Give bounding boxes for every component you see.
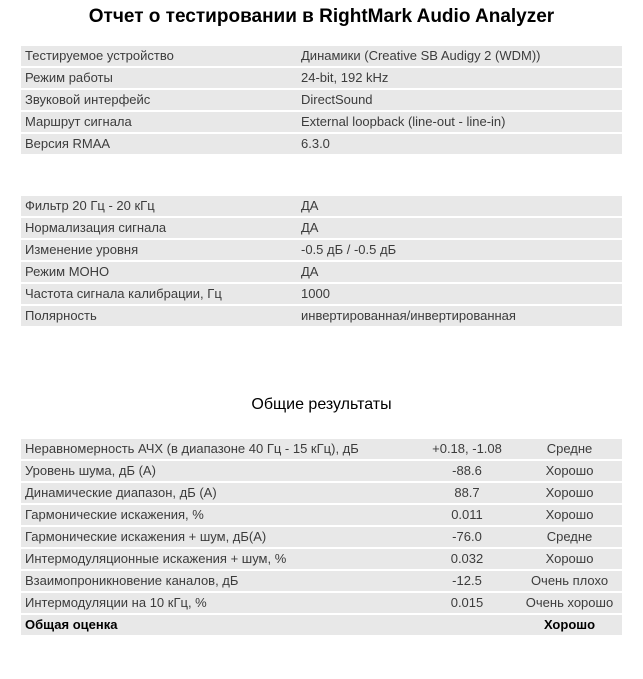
result-assessment: Хорошо bbox=[517, 505, 622, 525]
overall-results-table bbox=[21, 437, 622, 637]
overall-grade-row bbox=[21, 615, 622, 635]
row-value: -0.5 дБ / -0.5 дБ bbox=[297, 240, 622, 260]
result-assessment: Средне bbox=[517, 439, 622, 459]
device-info-rows bbox=[21, 46, 622, 154]
table-row bbox=[21, 134, 622, 154]
table-row bbox=[21, 593, 622, 613]
result-value: 0.032 bbox=[417, 549, 517, 569]
table-row bbox=[21, 46, 622, 66]
result-assessment: Хорошо bbox=[517, 461, 622, 481]
row-value: External loopback (line-out - line-in) bbox=[297, 112, 622, 132]
row-label: Версия RMAA bbox=[21, 134, 297, 154]
row-label: Режим МОНО bbox=[21, 262, 297, 282]
overall-grade-section bbox=[21, 615, 622, 635]
table-row bbox=[21, 68, 622, 88]
table-row bbox=[21, 505, 622, 525]
result-value: 0.015 bbox=[417, 593, 517, 613]
row-label: Режим работы bbox=[21, 68, 297, 88]
row-value: 1000 bbox=[297, 284, 622, 304]
row-value: Динамики (Creative SB Audigy 2 (WDM)) bbox=[297, 46, 622, 66]
row-label: Нормализация сигнала bbox=[21, 218, 297, 238]
table-row bbox=[21, 439, 622, 459]
table-row bbox=[21, 571, 622, 591]
overall-grade-assessment: Хорошо bbox=[517, 615, 622, 635]
table-row bbox=[21, 461, 622, 481]
report-title: Отчет о тестировании в RightMark Audio Analyzer bbox=[88, 6, 555, 27]
result-assessment: Хорошо bbox=[517, 483, 622, 503]
result-label: Гармонические искажения + шум, дБ(А) bbox=[21, 527, 417, 547]
test-settings-rows bbox=[21, 196, 622, 326]
result-value: -88.6 bbox=[417, 461, 517, 481]
row-label: Маршрут сигнала bbox=[21, 112, 297, 132]
results-section-heading: Общие результаты bbox=[251, 396, 392, 413]
row-label: Фильтр 20 Гц - 20 кГц bbox=[21, 196, 297, 216]
table-row bbox=[21, 527, 622, 547]
row-label: Полярность bbox=[21, 306, 297, 326]
row-value: ДА bbox=[297, 196, 622, 216]
row-value: DirectSound bbox=[297, 90, 622, 110]
result-label: Динамические диапазон, дБ (А) bbox=[21, 483, 417, 503]
result-label: Интермодуляции на 10 кГц, % bbox=[21, 593, 417, 613]
table-row bbox=[21, 112, 622, 132]
table-row bbox=[21, 218, 622, 238]
table-row bbox=[21, 549, 622, 569]
row-value: 24-bit, 192 kHz bbox=[297, 68, 622, 88]
table-row bbox=[21, 240, 622, 260]
result-value: -12.5 bbox=[417, 571, 517, 591]
overall-results-rows bbox=[21, 439, 622, 613]
table-row bbox=[21, 483, 622, 503]
test-settings-table bbox=[21, 194, 622, 328]
overall-grade-value bbox=[417, 615, 517, 635]
row-label: Звуковой интерфейс bbox=[21, 90, 297, 110]
result-value: 88.7 bbox=[417, 483, 517, 503]
result-assessment: Очень хорошо bbox=[517, 593, 622, 613]
result-label: Взаимопроникновение каналов, дБ bbox=[21, 571, 417, 591]
table-row bbox=[21, 262, 622, 282]
row-label: Частота сигнала калибрации, Гц bbox=[21, 284, 297, 304]
device-info-table bbox=[21, 44, 622, 156]
result-value: -76.0 bbox=[417, 527, 517, 547]
result-label: Неравномерность АЧХ (в диапазоне 40 Гц - 15 кГц), дБ bbox=[21, 439, 417, 459]
row-value: ДА bbox=[297, 262, 622, 282]
row-label: Изменение уровня bbox=[21, 240, 297, 260]
table-row bbox=[21, 284, 622, 304]
table-row bbox=[21, 196, 622, 216]
result-assessment: Средне bbox=[517, 527, 622, 547]
row-value: ДА bbox=[297, 218, 622, 238]
result-assessment: Очень плохо bbox=[517, 571, 622, 591]
result-assessment: Хорошо bbox=[517, 549, 622, 569]
overall-grade-label: Общая оценка bbox=[21, 615, 417, 635]
result-label: Уровень шума, дБ (А) bbox=[21, 461, 417, 481]
result-label: Интермодуляционные искажения + шум, % bbox=[21, 549, 417, 569]
result-value: 0.011 bbox=[417, 505, 517, 525]
row-label: Тестируемое устройство bbox=[21, 46, 297, 66]
row-value: 6.3.0 bbox=[297, 134, 622, 154]
result-label: Гармонические искажения, % bbox=[21, 505, 417, 525]
table-row bbox=[21, 90, 622, 110]
table-row bbox=[21, 306, 622, 326]
row-value: инвертированная/инвертированная bbox=[297, 306, 622, 326]
result-value: +0.18, -1.08 bbox=[417, 439, 517, 459]
